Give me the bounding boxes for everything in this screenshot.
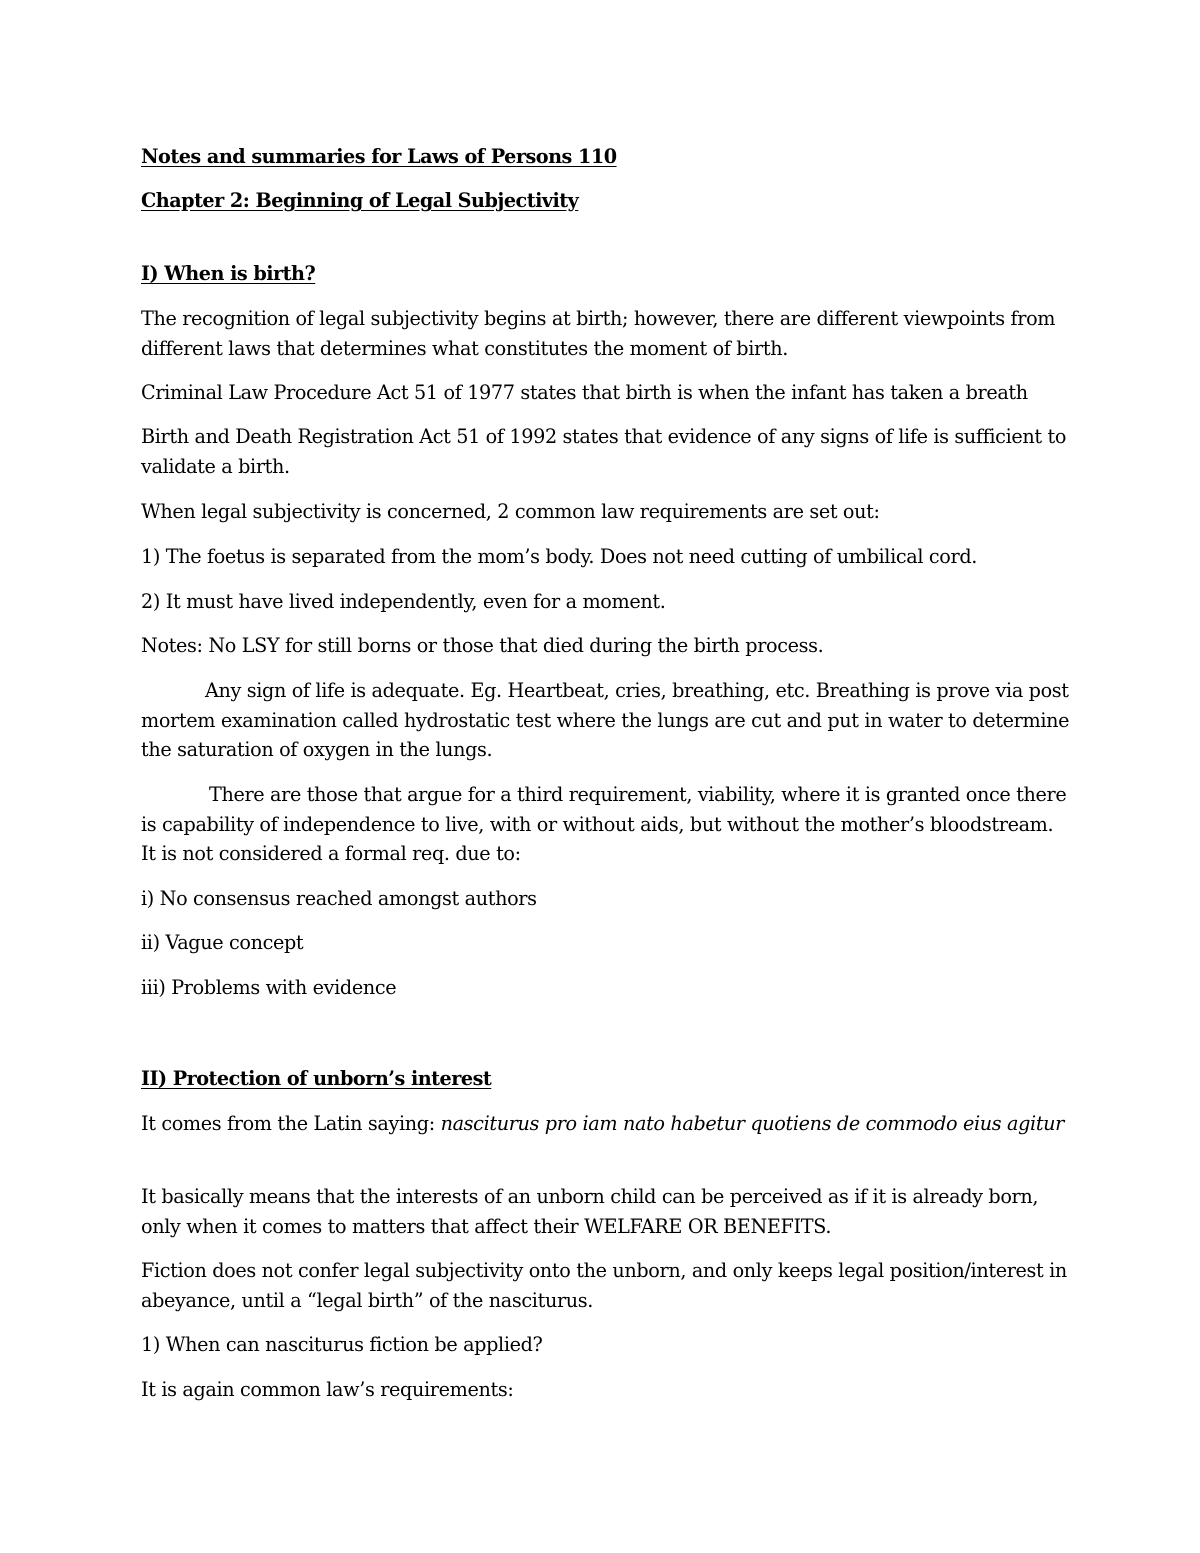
paragraph-common-law-again: It is again common law’s requirements: <box>141 1378 514 1401</box>
paragraph-viability: There are those that argue for a third requirement, viability, where it is granted once there is capability of independence to live, with or without aids, but without the mother’s bloodstream. It is not considered a formal req. due to: <box>141 783 1067 865</box>
section-heading-protection-of-unborn: II) Protection of unborn’s interest <box>141 1067 492 1090</box>
paragraph-criminal-law-act: Criminal Law Procedure Act 51 of 1977 states that birth is when the infant has taken a breath <box>141 381 1028 404</box>
question-when-applied: 1) When can nasciturus fiction be applied? <box>141 1333 543 1356</box>
paragraph-birth-death-registration-act: Birth and Death Registration Act 51 of 1992 states that evidence of any signs of life is sufficient to validate a birth. <box>141 425 1067 478</box>
reason-2: ii) Vague concept <box>141 931 304 954</box>
latin-intro: It comes from the Latin saying: <box>141 1112 441 1135</box>
paragraph-common-law-requirements: When legal subjectivity is concerned, 2 common law requirements are set out: <box>141 500 880 523</box>
reason-1: i) No consensus reached amongst authors <box>141 887 537 910</box>
chapter-heading: Chapter 2: Beginning of Legal Subjectivity <box>141 189 579 212</box>
paragraph-recognition: The recognition of legal subjectivity begins at birth; however, there are different viewpoints from different laws that determines what constitutes the moment of birth. <box>141 307 1056 360</box>
notes-line: Notes: No LSY for still borns or those that died during the birth process. <box>141 634 824 657</box>
requirement-2: 2) It must have lived independently, even for a moment. <box>141 590 666 613</box>
latin-phrase: nasciturus pro iam nato habetur quotiens de commodo eius agitur <box>440 1112 1065 1135</box>
paragraph-fiction: Fiction does not confer legal subjectivity onto the unborn, and only keeps legal position/interest in abeyance, until a “legal birth” of the nasciturus. <box>141 1259 1067 1312</box>
paragraph-sign-of-life: Any sign of life is adequate. Eg. Heartbeat, cries, breathing, etc. Breathing is prove via post mortem examination called hydrostatic test where the lungs are cut and put in water to determine the saturation of oxygen in the lungs. <box>141 679 1070 761</box>
requirement-1: 1) The foetus is separated from the mom’s body. Does not need cutting of umbilical cord. <box>141 545 978 568</box>
document-title: Notes and summaries for Laws of Persons 110 <box>141 145 617 168</box>
section-heading-when-is-birth: I) When is birth? <box>141 262 316 285</box>
paragraph-latin-saying <box>141 1109 1071 1139</box>
reason-3: iii) Problems with evidence <box>141 976 397 999</box>
paragraph-meaning: It basically means that the interests of an unborn child can be perceived as if it is already born, only when it comes to matters that affect their WELFARE OR BENEFITS. <box>141 1185 1039 1238</box>
